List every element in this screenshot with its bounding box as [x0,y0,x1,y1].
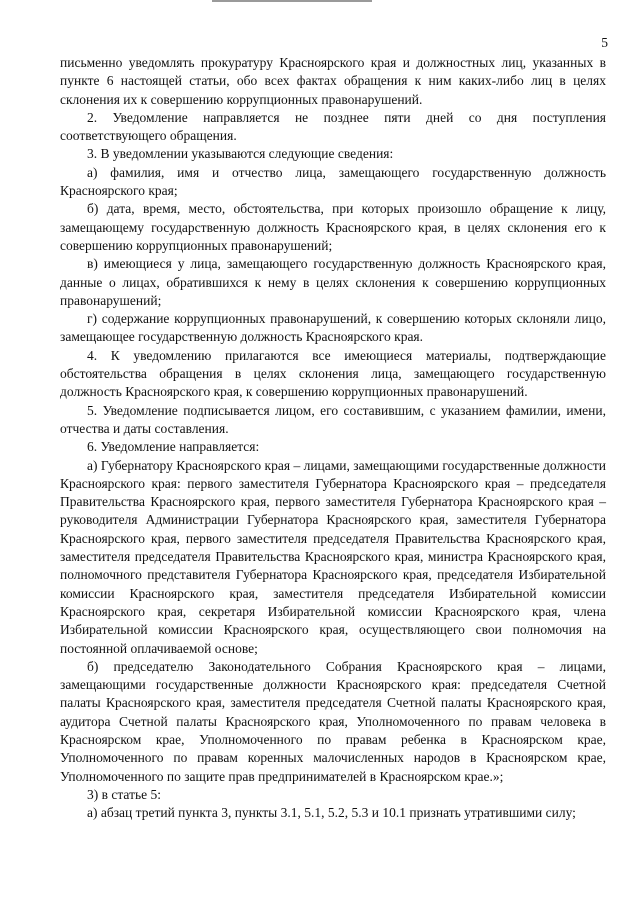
paragraph-item-4: 4. К уведомлению прилагаются все имеющиеся материалы, подтверждающие обстоятельства обращения в целях склонения лица, замещающего государственную должность Красноярского края, к совершению коррупционных правонарушений. [60,347,606,400]
paragraph-item-3: 3. В уведомлении указываются следующие сведения: [87,146,394,162]
document-body [60,54,606,822]
paragraph-subitem-g: г) содержание коррупционных правонарушений, к совершению которых склоняли лицо, замещающее государственную должность Красноярского края. [60,311,606,345]
paragraph-continuation: письменно уведомлять прокуратуру Красноярского края и должностных лиц, указанных в пункте 6 настоящей статьи, обо всех фактах обращения к ним каких-либо лиц в целях склонения их к совершению коррупционных правонарушений. [60,55,606,107]
top-rule [212,0,372,2]
page-number: 5 [601,35,608,50]
paragraph-article-5: 3) в статье 5: [87,786,161,802]
paragraph-subitem-a: а) фамилия, имя и отчество лица, замещающего государственную должность Красноярского края; [60,164,606,199]
paragraph-item-6-a: а) Губернатору Красноярского края – лицами, замещающими государственные должности Красноярского края: первого заместителя Губернатора Красноярского края – председателя Правительства Красноярского края, первого заместителя Губернатора Красноярского края – руководителя Администрации Губернатора Красноярского края, заместителя Губернатора Красноярского края, первого заместителя председателя Правительства Красноярского края, заместителя председателя Правительства Красноярского края, министра Красноярского края, полномочного представителя Губернатора Красноярского края, председателя Избирательной комиссии Красноярского края, заместителя председателя Избирательной комиссии Красноярского края, секретаря Избирательной комиссии Красноярского края, члена Избирательной комиссии Красноярского края, осуществляющего свои полномочия на постоянной оплачиваемой основе; [60,457,606,656]
paragraph-item-6: 6. Уведомление направляется: [87,439,260,455]
paragraph-item-5: 5. Уведомление подписывается лицом, его составившим, с указанием фамилии, имени, отчества и даты составления. [60,402,606,436]
paragraph-item-2: 2. Уведомление направляется не позднее пяти дней со дня поступления соответствующего обращения. [60,109,606,144]
paragraph-article-5-a: а) абзац третий пункта 3, пункты 3.1, 5.1, 5.2, 5.3 и 10.1 признать утратившими силу; [87,805,576,821]
paragraph-item-6-b: б) председателю Законодательного Собрания Красноярского края – лицами, замещающими государственные должности Красноярского края: председателя Счетной палаты Красноярского края, заместителя председателя Счетной палаты Красноярского края, аудитора Счетной палаты Красноярского края, Уполномоченного по правам человека в Красноярском крае, Уполномоченного по правам ребенка в Красноярском крае, Уполномоченного по правам коренных малочисленных народов в Красноярском крае, Уполномоченного по защите прав предпринимателей в Красноярском крае.»; [60,658,606,784]
paragraph-subitem-v: в) имеющиеся у лица, замещающего государственную должность Красноярского края, данные о лицах, обратившихся к нему в целях склонения к совершению коррупционных правонарушений; [60,256,606,308]
paragraph-subitem-b: б) дата, время, место, обстоятельства, при которых произошло обращение к лицу, замещающему государственную должность Красноярского края, в целях склонения его к совершению коррупционных правонарушений; [60,201,606,253]
